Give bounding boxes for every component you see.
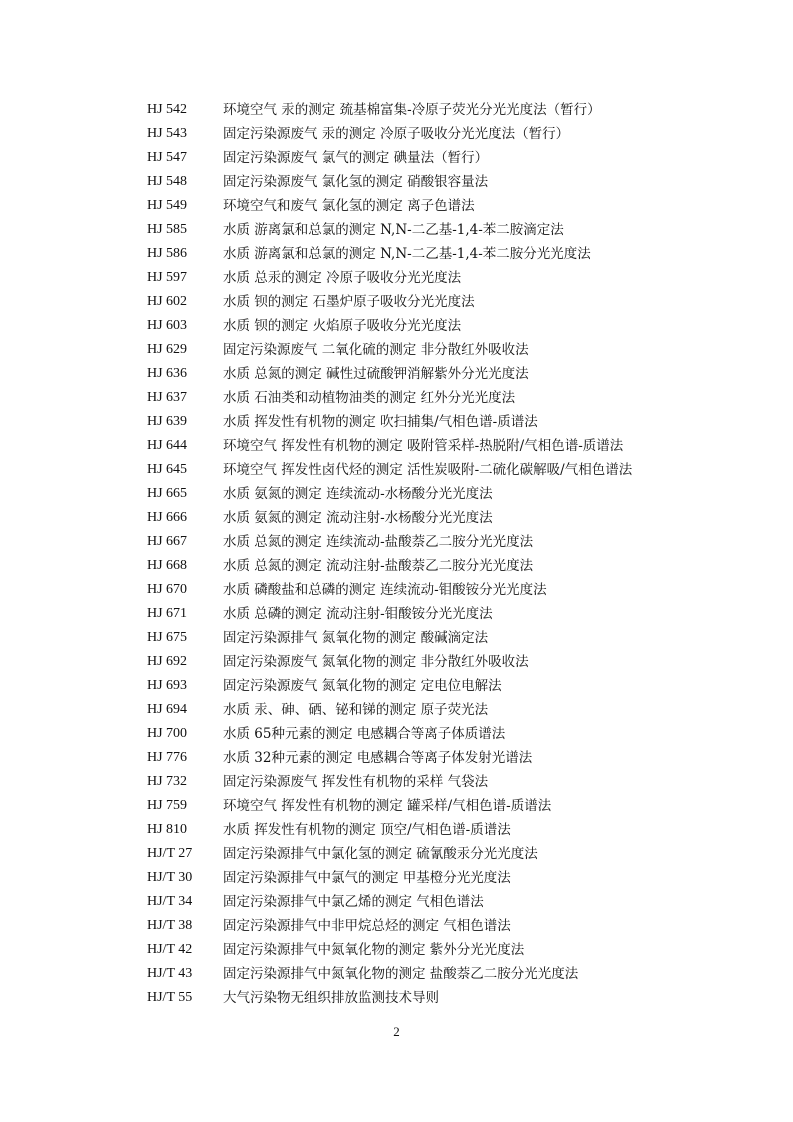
standard-title: 水质 总氮的测定 碱性过硫酸钾消解紫外分光光度法	[223, 366, 529, 382]
standard-code: HJ 636	[147, 366, 188, 381]
standard-title: 固定污染源排气中非甲烷总烃的测定 气相色谱法	[223, 918, 511, 934]
standard-row	[147, 410, 707, 434]
standard-title: 水质 总磷的测定 流动注射-钼酸铵分光光度法	[223, 606, 493, 622]
standard-row	[147, 722, 707, 746]
standard-row	[147, 866, 707, 890]
standard-title: 水质 石油类和动植物油类的测定 红外分光光度法	[223, 390, 516, 406]
standard-title: 固定污染源废气 氮氧化物的测定 非分散红外吸收法	[223, 654, 529, 670]
standard-title: 固定污染源废气 挥发性有机物的采样 气袋法	[223, 774, 489, 790]
standard-row	[147, 794, 707, 818]
standard-code: HJ 694	[147, 702, 188, 717]
standard-code: HJ 549	[147, 198, 188, 213]
standard-row	[147, 842, 707, 866]
standard-code: HJ/T 38	[147, 918, 193, 933]
standard-code: HJ 542	[147, 102, 188, 117]
standard-title: 水质 总氮的测定 连续流动-盐酸萘乙二胺分光光度法	[223, 534, 534, 550]
standard-row	[147, 194, 707, 218]
standard-row	[147, 146, 707, 170]
standard-code: HJ 700	[147, 726, 188, 741]
standard-code: HJ 732	[147, 774, 188, 789]
standard-row	[147, 818, 707, 842]
standard-title: 环境空气 挥发性卤代烃的测定 活性炭吸附-二硫化碳解吸/气相色谱法	[223, 462, 633, 478]
standard-title: 固定污染源排气中氯气的测定 甲基橙分光光度法	[223, 870, 511, 886]
standard-code: HJ 603	[147, 318, 188, 333]
standard-row	[147, 290, 707, 314]
standard-row	[147, 650, 707, 674]
standard-title: 水质 32种元素的测定 电感耦合等离子体发射光谱法	[223, 750, 533, 766]
standard-code: HJ 671	[147, 606, 188, 621]
standard-code: HJ 675	[147, 630, 188, 645]
standard-row	[147, 890, 707, 914]
standard-code: HJ 585	[147, 222, 188, 237]
standard-row	[147, 674, 707, 698]
standard-title: 环境空气和废气 氯化氢的测定 离子色谱法	[223, 198, 475, 214]
standard-title: 固定污染源废气 汞的测定 冷原子吸收分光光度法（暂行）	[223, 126, 570, 142]
standard-code: HJ 543	[147, 126, 188, 141]
standard-title: 环境空气 挥发性有机物的测定 吸附管采样-热脱附/气相色谱-质谱法	[223, 438, 624, 454]
standard-code: HJ/T 27	[147, 846, 193, 861]
standard-title: 固定污染源废气 二氧化硫的测定 非分散红外吸收法	[223, 342, 529, 358]
standard-row	[147, 362, 707, 386]
standard-code: HJ/T 43	[147, 966, 193, 981]
standard-row	[147, 314, 707, 338]
standard-code: HJ/T 34	[147, 894, 193, 909]
standard-row	[147, 530, 707, 554]
standard-title: 水质 65种元素的测定 电感耦合等离子体质谱法	[223, 726, 506, 742]
standard-row	[147, 386, 707, 410]
standard-row	[147, 170, 707, 194]
standard-code: HJ 629	[147, 342, 188, 357]
standard-code: HJ 667	[147, 534, 188, 549]
standard-code: HJ 693	[147, 678, 188, 693]
standard-row	[147, 914, 707, 938]
standard-title: 固定污染源排气 氮氧化物的测定 酸碱滴定法	[223, 630, 489, 646]
standard-code: HJ 547	[147, 150, 188, 165]
standard-row	[147, 746, 707, 770]
standard-row	[147, 698, 707, 722]
standard-title: 固定污染源排气中氯化氢的测定 硫氰酸汞分光光度法	[223, 846, 538, 862]
standard-title: 水质 钡的测定 火焰原子吸收分光光度法	[223, 318, 462, 334]
standard-title: 大气污染物无组织排放监测技术导则	[223, 990, 439, 1006]
standard-title: 水质 挥发性有机物的测定 吹扫捕集/气相色谱-质谱法	[223, 414, 538, 430]
standard-row	[147, 938, 707, 962]
standard-code: HJ 670	[147, 582, 188, 597]
standard-title: 固定污染源排气中氯乙烯的测定 气相色谱法	[223, 894, 484, 910]
standard-title: 固定污染源排气中氮氧化物的测定 盐酸萘乙二胺分光光度法	[223, 966, 579, 982]
standard-code: HJ 586	[147, 246, 188, 261]
standard-title: 固定污染源废气 氮氧化物的测定 定电位电解法	[223, 678, 502, 694]
standard-title: 水质 汞、砷、硒、铋和锑的测定 原子荧光法	[223, 702, 489, 718]
standard-code: HJ 810	[147, 822, 188, 837]
standard-code: HJ 597	[147, 270, 188, 285]
standard-code: HJ 759	[147, 798, 188, 813]
standard-title: 水质 钡的测定 石墨炉原子吸收分光光度法	[223, 294, 475, 310]
standard-code: HJ 548	[147, 174, 188, 189]
standard-row	[147, 482, 707, 506]
standard-row	[147, 578, 707, 602]
standard-title: 环境空气 汞的测定 巯基棉富集-冷原子荧光分光光度法（暂行）	[223, 102, 601, 118]
standard-title: 固定污染源废气 氯化氢的测定 硝酸银容量法	[223, 174, 489, 190]
standard-row	[147, 986, 707, 1010]
standard-row	[147, 962, 707, 986]
standard-title: 水质 挥发性有机物的测定 顶空/气相色谱-质谱法	[223, 822, 511, 838]
standard-code: HJ/T 42	[147, 942, 193, 957]
standard-row	[147, 554, 707, 578]
standard-code: HJ 776	[147, 750, 188, 765]
standard-row	[147, 338, 707, 362]
standard-row	[147, 218, 707, 242]
standard-row	[147, 770, 707, 794]
standard-code: HJ 665	[147, 486, 188, 501]
standard-code: HJ 666	[147, 510, 188, 525]
standard-title: 水质 总汞的测定 冷原子吸收分光光度法	[223, 270, 462, 286]
standard-code: HJ 639	[147, 414, 188, 429]
standard-code: HJ/T 55	[147, 990, 193, 1005]
standard-row	[147, 458, 707, 482]
standard-title: 水质 游离氯和总氯的测定 N,N-二乙基-1,4-苯二胺分光光度法	[223, 246, 591, 262]
standard-row	[147, 626, 707, 650]
standard-row	[147, 506, 707, 530]
page-number: 2	[393, 1024, 400, 1039]
standard-row	[147, 602, 707, 626]
standard-title: 水质 总氮的测定 流动注射-盐酸萘乙二胺分光光度法	[223, 558, 534, 574]
standard-title: 固定污染源废气 氯气的测定 碘量法（暂行）	[223, 150, 489, 166]
standard-row	[147, 242, 707, 266]
standard-title: 固定污染源排气中氮氧化物的测定 紫外分光光度法	[223, 942, 525, 958]
standard-code: HJ 645	[147, 462, 188, 477]
standards-list	[147, 98, 707, 1010]
standard-code: HJ 692	[147, 654, 188, 669]
standard-title: 环境空气 挥发性有机物的测定 罐采样/气相色谱-质谱法	[223, 798, 552, 814]
standard-title: 水质 氨氮的测定 流动注射-水杨酸分光光度法	[223, 510, 493, 526]
standard-code: HJ 602	[147, 294, 188, 309]
standard-code: HJ 668	[147, 558, 188, 573]
standard-title: 水质 氨氮的测定 连续流动-水杨酸分光光度法	[223, 486, 493, 502]
standard-code: HJ 644	[147, 438, 188, 453]
standard-code: HJ 637	[147, 390, 188, 405]
standard-row	[147, 98, 707, 122]
standard-row	[147, 122, 707, 146]
standard-title: 水质 游离氯和总氯的测定 N,N-二乙基-1,4-苯二胺滴定法	[223, 222, 564, 238]
standard-title: 水质 磷酸盐和总磷的测定 连续流动-钼酸铵分光光度法	[223, 582, 547, 598]
standard-row	[147, 434, 707, 458]
standard-code: HJ/T 30	[147, 870, 193, 885]
standard-row	[147, 266, 707, 290]
